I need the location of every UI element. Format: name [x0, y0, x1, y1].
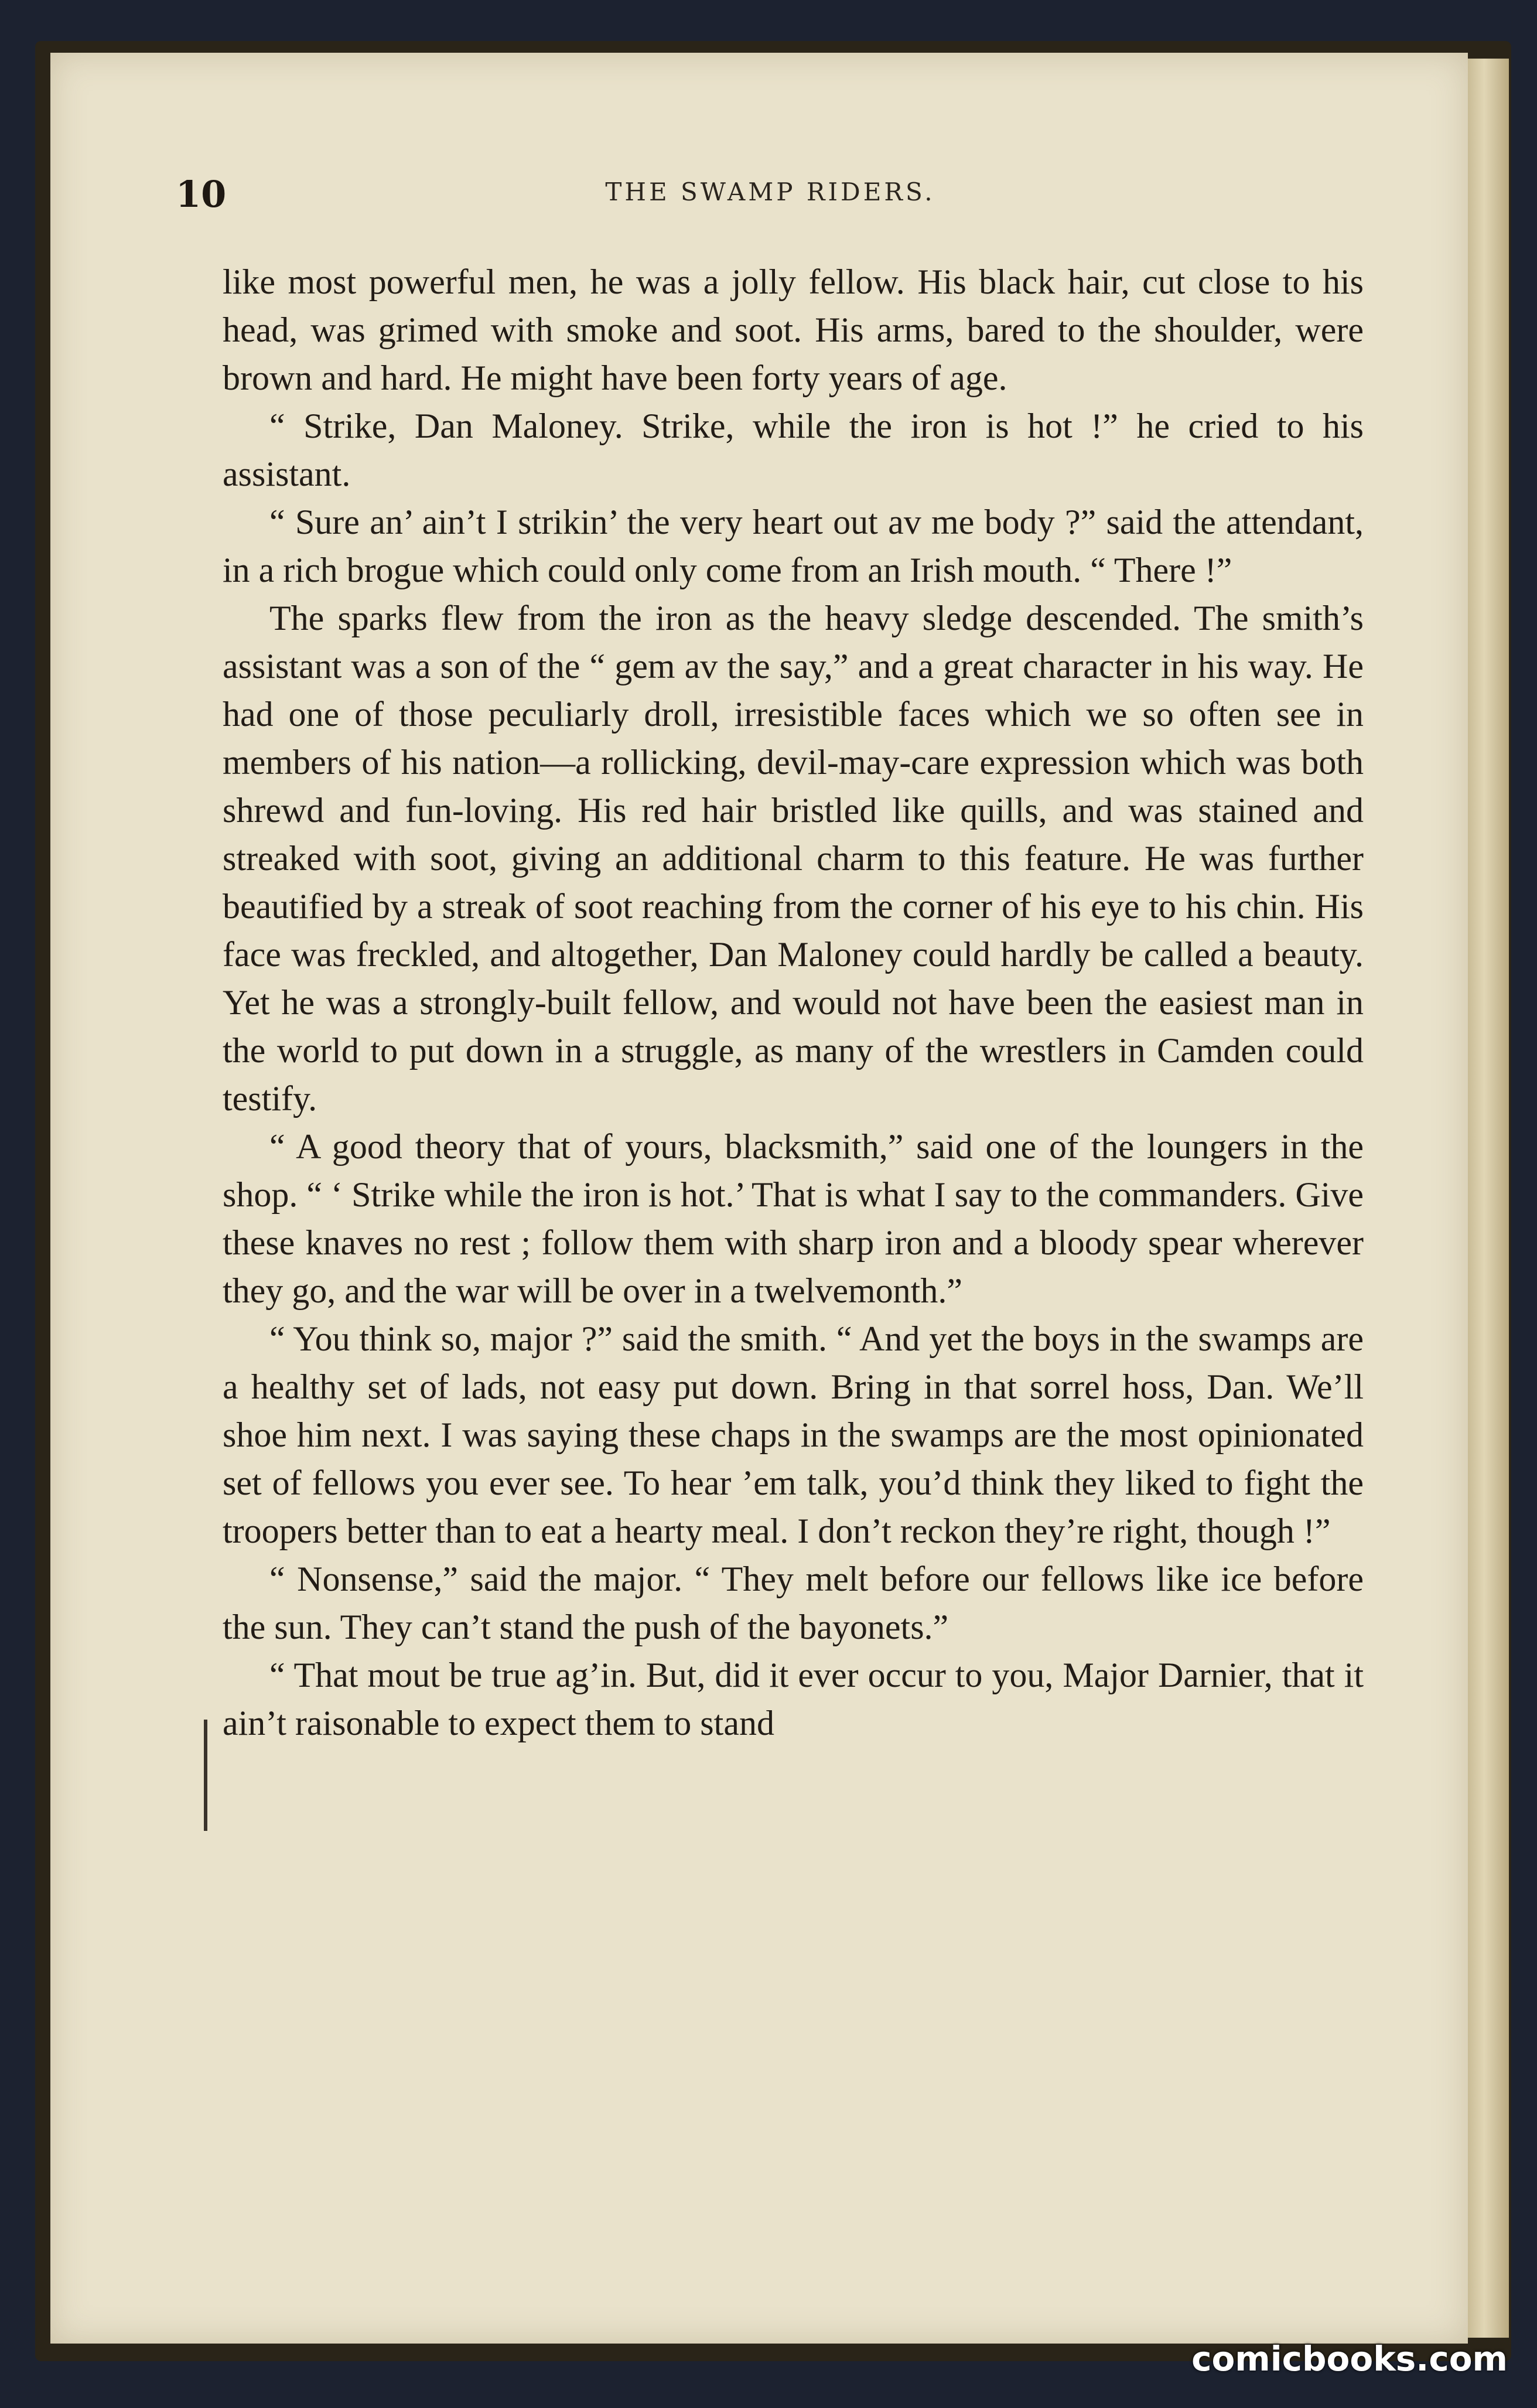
paragraph-2: “ Strike, Dan Maloney. Strike, while the iron is hot !” he cried to his assistant.	[223, 407, 1364, 493]
paragraph-1: like most powerful men, he was a jolly fellow. His black hair, cut close to his head, was grimed with smoke and soot. His arms, bared to the shoulder, were brown and hard. He might have been forty years of age.	[223, 262, 1364, 397]
running-head	[176, 173, 1365, 220]
margin-mark	[204, 1720, 207, 1831]
running-title: THE SWAMP RIDERS.	[605, 178, 935, 206]
paragraph-5: “ A good theory that of yours, blacksmith,” said one of the loungers in the shop. “ ‘ Strike while the iron is hot.’ That is what I say to the commanders. Give these knaves no rest ; follow them with sharp iron and a bloody spear wherever they go, and the war will be over in a twelvemonth.”	[223, 1127, 1364, 1310]
watermark: comicbooks.com	[1191, 2339, 1508, 2379]
page-number: 10	[176, 173, 227, 216]
paragraph-7: “ Nonsense,” said the major. “ They melt before our fellows like ice before the sun. They can’t stand the push of the bayonets.”	[223, 1560, 1364, 1646]
page-edge	[1468, 59, 1509, 2338]
paragraph-3: “ Sure an’ ain’t I strikin’ the very heart out av me body ?” said the attendant, in a rich brogue which could only come from an Irish mouth. “ There !”	[223, 503, 1364, 589]
paragraph-4: The sparks flew from the iron as the heavy sledge descended. The smith’s assistant was a son of the “ gem av the say,” and a great character in his way. He had one of those peculiarly droll, irresistible faces which we so often see in members of his nation—a rollicking, devil-may-care expression which was both shrewd and fun-loving. His red hair bristled like quills, and was stained and streaked with soot, giving an additional charm to this feature. He was further beautified by a streak of soot reaching from the corner of his eye to his chin. His face was freckled, and altogether, Dan Maloney could hardly be called a beauty. Yet he was a strongly-built fellow, and would not have been the easiest man in the world to put down in a struggle, as many of the wrestlers in Camden could testify.	[223, 599, 1364, 1118]
paragraph-6: “ You think so, major ?” said the smith. “ And yet the boys in the swamps are a healthy set of lads, not easy put down. Bring in that sorrel hoss, Dan. We’ll shoe him next. I was saying these chaps in the swamps are the most opinionated set of fellows you ever see. To hear ’em talk, you’d think they liked to fight the troopers better than to eat a hearty meal. I don’t reckon they’re right, though !”	[223, 1319, 1364, 1550]
paragraph-8: “ That mout be true ag’in. But, did it ever occur to you, Major Darnier, that it ain’t raisonable to expect them to stand	[223, 1656, 1364, 1742]
body-text	[223, 258, 1364, 1747]
